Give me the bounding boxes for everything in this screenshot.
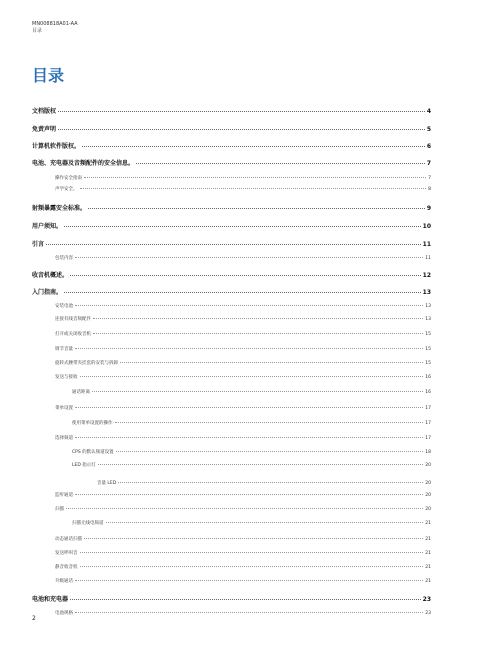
toc-entry[interactable] xyxy=(32,303,431,309)
dot-leader xyxy=(75,612,423,613)
dot-leader xyxy=(75,257,423,258)
toc-entry-label: 入门指南。 xyxy=(32,289,63,296)
toc-entry-page: 17 xyxy=(425,406,431,411)
dot-leader xyxy=(84,538,423,539)
toc-entry-page: 12 xyxy=(422,272,431,279)
toc-entry[interactable] xyxy=(32,316,431,322)
toc-entry-label: 菜单设置 xyxy=(55,406,73,411)
dot-leader xyxy=(64,292,421,293)
dot-leader xyxy=(98,464,424,465)
toc-entry[interactable] xyxy=(32,360,431,366)
dot-leader xyxy=(80,552,424,553)
toc-entry-page: 15 xyxy=(425,332,431,337)
toc-entry-label: 操作安全指南 xyxy=(55,176,82,181)
dot-leader xyxy=(75,407,423,408)
dot-leader xyxy=(80,566,424,567)
toc-entry-label: 安装电池 xyxy=(55,304,73,309)
running-header xyxy=(32,21,78,35)
toc-entry-page: 17 xyxy=(425,421,431,426)
toc-entry[interactable] xyxy=(32,610,431,616)
toc-entry[interactable] xyxy=(32,550,431,556)
page-number: 2 xyxy=(32,615,36,622)
toc-entry[interactable] xyxy=(32,578,431,584)
toc-entry-label: 扫描无线电频道 xyxy=(72,521,104,526)
toc-entry[interactable] xyxy=(32,221,431,230)
page-title: 目录 xyxy=(32,66,65,85)
toc-entry-label: 发送与接收 xyxy=(55,375,78,380)
dot-leader xyxy=(75,305,423,306)
toc-entry-page: 21 xyxy=(425,521,431,526)
toc-entry-page: 20 xyxy=(425,463,431,468)
toc-entry[interactable] xyxy=(32,175,431,181)
toc-entry[interactable] xyxy=(32,287,431,296)
toc-entry[interactable] xyxy=(32,449,431,455)
dot-leader xyxy=(118,482,423,483)
toc-entry[interactable] xyxy=(32,594,431,603)
toc-entry-label: 用户须知。 xyxy=(32,223,63,230)
toc-entry-page: 17 xyxy=(425,436,431,441)
header-section: 目录 xyxy=(32,28,43,34)
dot-leader xyxy=(82,146,425,147)
toc-entry[interactable] xyxy=(32,141,431,150)
dot-leader xyxy=(75,580,423,581)
toc-entry-page: 4 xyxy=(426,108,431,115)
toc-entry-label: 静音收音机 xyxy=(55,565,78,570)
toc-entry-label: 射频暴露安全标准。 xyxy=(32,205,87,212)
dot-leader xyxy=(75,348,423,349)
toc-entry-label: LED 指示灯 xyxy=(72,463,96,468)
dot-leader xyxy=(88,208,425,209)
toc-entry-label: 包装内容 xyxy=(55,256,73,261)
toc-entry-page: 21 xyxy=(425,579,431,584)
toc-entry-label: 电池、充电器及音频配件的安全信息。 xyxy=(32,160,135,167)
toc-entry-page: 13 xyxy=(425,317,431,322)
toc-entry[interactable] xyxy=(32,492,431,498)
toc-entry-page: 16 xyxy=(425,375,431,380)
toc-entry[interactable] xyxy=(32,331,431,337)
toc-entry[interactable] xyxy=(32,158,431,167)
toc-entry-page: 9 xyxy=(426,205,431,212)
dot-leader xyxy=(92,391,423,392)
toc-entry-page: 21 xyxy=(425,551,431,556)
toc-entry-label: 免责声明 xyxy=(32,126,57,133)
toc-entry-page: 6 xyxy=(426,143,431,150)
dot-leader xyxy=(58,111,425,112)
dot-leader xyxy=(84,177,426,178)
toc-entry-label: 选择频道 xyxy=(55,436,73,441)
toc-entry-label: 打开或关闭收音机 xyxy=(55,332,91,337)
toc-entry-label: 连接有线音频配件 xyxy=(55,317,91,322)
toc-entry-page: 15 xyxy=(425,361,431,366)
toc-entry-label: 通话距离 xyxy=(72,390,90,395)
dot-leader xyxy=(70,275,421,276)
toc-entry-label: 动态通话扫描 xyxy=(55,537,82,542)
toc-entry-label: 发送呼叫音 xyxy=(55,551,78,556)
toc-entry-page: 7 xyxy=(428,176,431,181)
toc-entry[interactable] xyxy=(32,124,431,133)
toc-entry[interactable] xyxy=(32,203,431,212)
toc-entry-page: 7 xyxy=(426,160,431,167)
toc-entry-page: 21 xyxy=(425,537,431,542)
dot-leader xyxy=(66,508,423,509)
toc-entry-label: 引言 xyxy=(32,241,45,248)
dot-leader xyxy=(80,376,424,377)
toc-entry-page: 20 xyxy=(425,481,431,486)
toc-entry-label: 扫描 xyxy=(55,507,64,512)
dot-leader xyxy=(136,163,425,164)
toc-entry[interactable] xyxy=(32,420,431,426)
toc-entry-label: CPS 的默认频道设置 xyxy=(72,450,114,455)
toc-entry-label: 电池和充电器 xyxy=(32,596,69,603)
dot-leader xyxy=(93,318,423,319)
toc-entry[interactable] xyxy=(32,186,431,192)
toc-entry[interactable] xyxy=(32,520,431,526)
toc-entry-label: 升级通话 xyxy=(55,579,73,584)
toc-entry-label: 计算机软件版权。 xyxy=(32,143,81,150)
toc-entry[interactable] xyxy=(32,106,431,115)
dot-leader xyxy=(115,422,424,423)
dot-leader xyxy=(46,244,421,245)
toc-entry-label: 旋转式腰带夹挂套的安装与拆卸 xyxy=(55,361,118,366)
toc-entry-label: 文档版权 xyxy=(32,108,57,115)
dot-leader xyxy=(75,437,423,438)
toc-entry[interactable] xyxy=(32,480,431,486)
toc-entry[interactable] xyxy=(32,462,431,468)
toc-entry-page: 23 xyxy=(425,611,431,616)
toc-entry-page: 11 xyxy=(425,256,431,261)
document-id: MN008818A01-AA xyxy=(32,21,78,27)
toc-entry-page: 10 xyxy=(422,223,431,230)
toc-entry-label: 调节音量 xyxy=(55,347,73,352)
dot-leader xyxy=(116,451,424,452)
toc-entry[interactable] xyxy=(32,564,431,570)
dot-leader xyxy=(120,362,423,363)
toc-entry[interactable] xyxy=(32,255,431,261)
dot-leader xyxy=(58,129,425,130)
toc-entry[interactable] xyxy=(32,536,431,542)
toc-entry[interactable] xyxy=(32,346,431,352)
toc-entry[interactable] xyxy=(32,270,431,279)
toc-entry-label: 音量 LED xyxy=(97,481,117,486)
toc-entry-page: 11 xyxy=(422,241,431,248)
toc-entry-page: 21 xyxy=(425,565,431,570)
toc-entry-page: 8 xyxy=(428,187,431,192)
toc-entry[interactable] xyxy=(32,506,431,512)
toc-entry-label: 监听通道 xyxy=(55,493,73,498)
toc-entry-label: 电池规格 xyxy=(55,611,73,616)
dot-leader xyxy=(70,599,421,600)
toc-entry[interactable] xyxy=(32,389,431,395)
dot-leader xyxy=(93,333,423,334)
toc-entry[interactable] xyxy=(32,374,431,380)
toc-entry-label: 收音机概述。 xyxy=(32,272,69,279)
toc-entry-page: 23 xyxy=(422,596,431,603)
dot-leader xyxy=(106,522,424,523)
toc-entry[interactable] xyxy=(32,435,431,441)
toc-entry-label: 声学安全。 xyxy=(55,187,78,192)
toc-entry-page: 13 xyxy=(422,289,431,296)
toc-entry[interactable] xyxy=(32,405,431,411)
toc-entry-page: 20 xyxy=(425,507,431,512)
dot-leader xyxy=(75,494,423,495)
toc-entry-page: 16 xyxy=(425,390,431,395)
toc-entry-page: 18 xyxy=(425,450,431,455)
dot-leader xyxy=(64,226,421,227)
toc-entry-page: 15 xyxy=(425,347,431,352)
dot-leader xyxy=(80,188,427,189)
toc-entry-page: 5 xyxy=(426,126,431,133)
toc-entry-page: 13 xyxy=(425,304,431,309)
toc-entry[interactable] xyxy=(32,239,431,248)
toc-entry-label: 使用菜单设置的操作 xyxy=(72,421,113,426)
toc-entry-page: 20 xyxy=(425,493,431,498)
